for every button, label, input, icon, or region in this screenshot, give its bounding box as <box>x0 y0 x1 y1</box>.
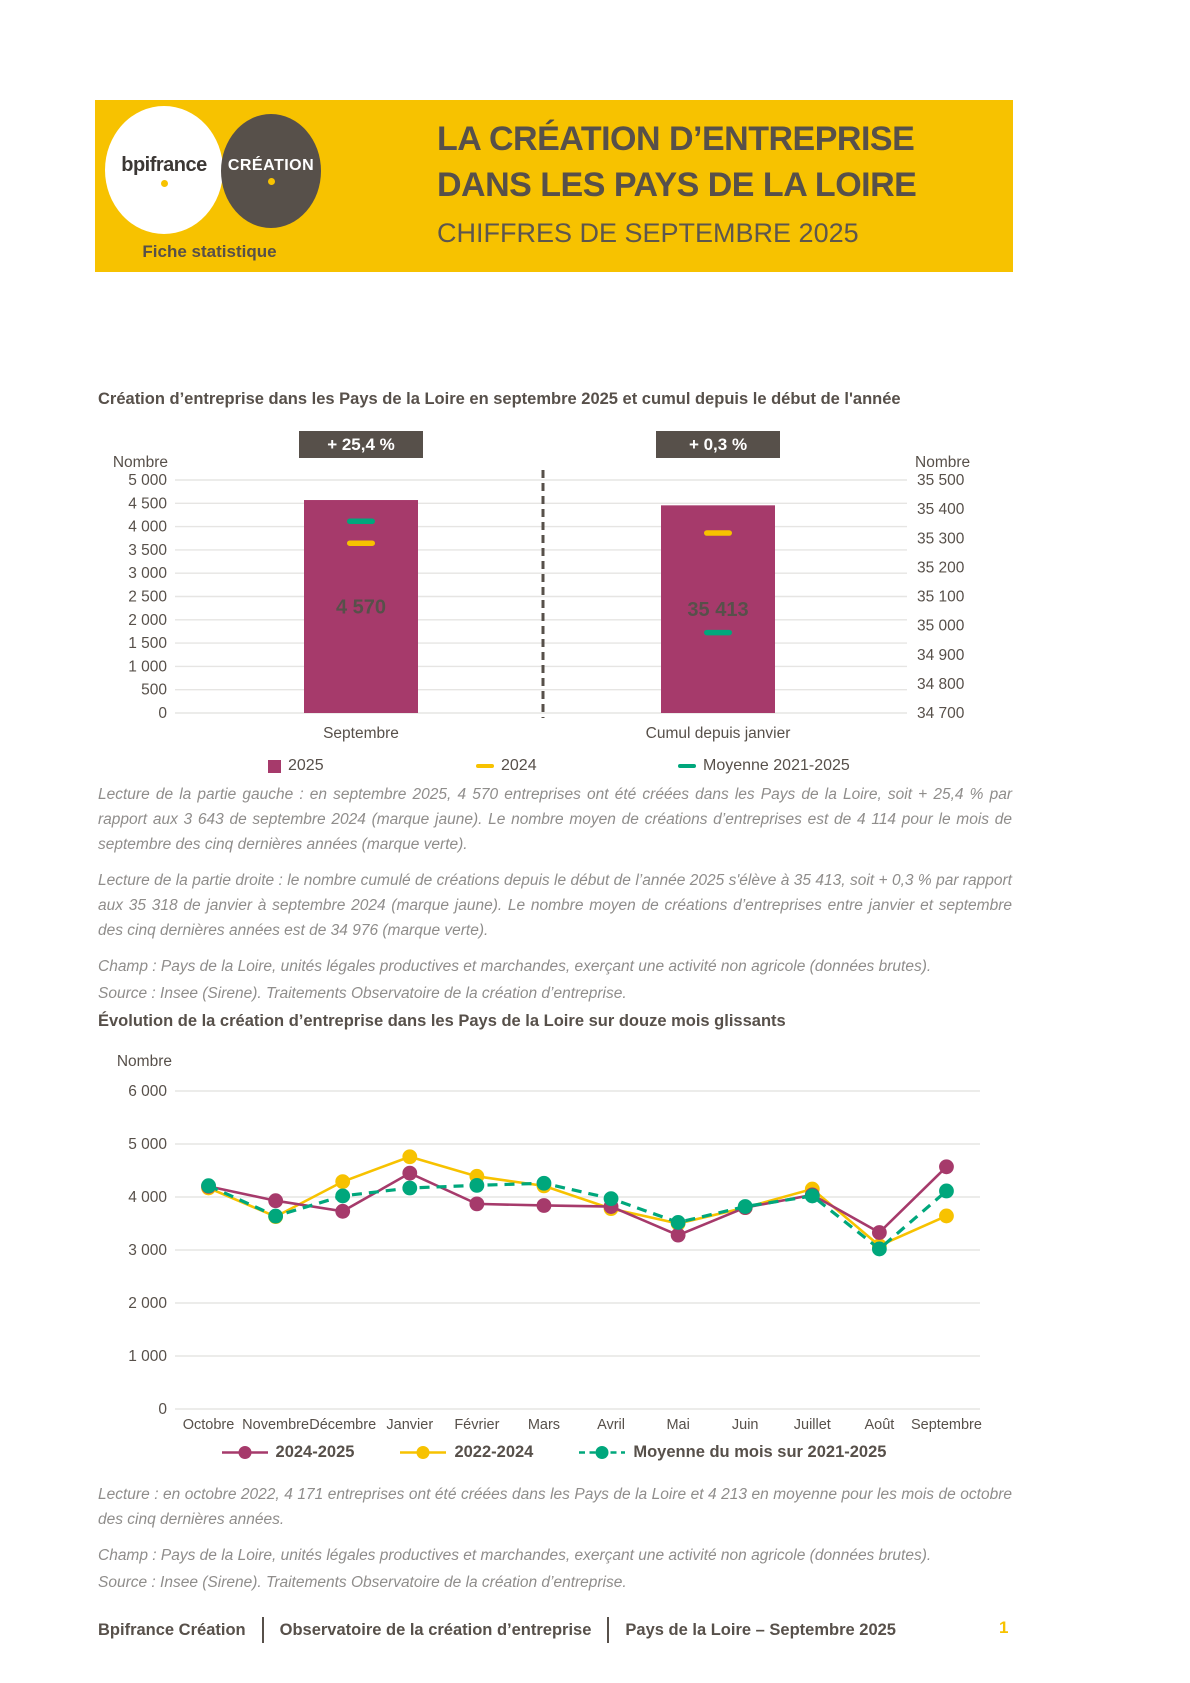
line-dot-marker-icon <box>222 1445 268 1460</box>
bar-chart-title: Création d’entreprise dans les Pays de la Loire en septembre 2025 et cumul depuis le début de l'année <box>98 390 901 408</box>
lecture-right-text: Lecture de la partie droite : le nombre cumulé de créations depuis le début de l’année 2025 s'élève à 35 413, soit + 0,3 % par rapport aux 35 318 de janvier à septembre 2024 (marque jaune). Le nombre moyen de créations d’entreprises entre janvier et septembre des cinq dernières années est de 34 976 (marque verte). <box>98 872 1012 939</box>
footer-separator <box>262 1617 264 1643</box>
bpifrance-logo <box>105 106 223 234</box>
legend-label: 2022-2024 <box>454 1443 534 1461</box>
legend-item-2024-2025 <box>222 1443 355 1462</box>
svg-text:Juin: Juin <box>731 1417 759 1433</box>
page-number: 1 <box>999 1618 1009 1637</box>
creation-logo-text: CRÉATION <box>227 157 315 174</box>
legend-label: 2025 <box>288 757 324 774</box>
variation-badge-september: + 25,4 % <box>299 431 423 458</box>
footer-region-date: Pays de la Loire – Septembre 2025 <box>625 1620 896 1639</box>
svg-text:0: 0 <box>158 705 167 722</box>
svg-text:2 000: 2 000 <box>128 1295 167 1312</box>
svg-text:34 900: 34 900 <box>917 646 965 664</box>
legend-label: 2024-2025 <box>275 1443 355 1461</box>
svg-text:1 500: 1 500 <box>128 635 167 653</box>
svg-text:35 400: 35 400 <box>917 501 965 519</box>
line-chart-legend <box>95 1443 1013 1462</box>
svg-text:2 500: 2 500 <box>128 588 167 606</box>
svg-text:500: 500 <box>141 681 167 699</box>
dash-marker-icon <box>678 764 696 769</box>
main-subtitle: CHIFFRES DE SEPTEMBRE 2025 <box>437 218 859 248</box>
svg-text:Septembre: Septembre <box>323 725 399 742</box>
dashed-line-dot-marker-icon <box>579 1445 625 1460</box>
svg-text:5 000: 5 000 <box>128 1136 167 1153</box>
svg-text:Décembre: Décembre <box>309 1417 377 1433</box>
line-chart <box>95 1040 1015 1440</box>
footer-observatory: Observatoire de la création d’entreprise <box>279 1620 592 1639</box>
champ-text: Champ : Pays de la Loire, unités légales productives et marchandes, exerçant une activité non agricole (données brutes). <box>98 1547 932 1564</box>
source-text: Source : Insee (Sirene). Traitements Observatoire de la création d’entreprise. <box>98 1574 627 1591</box>
svg-text:Novembre: Novembre <box>242 1417 310 1433</box>
bpifrance-logo-text: bpifrance <box>121 153 207 176</box>
legend-item-2022-2024 <box>400 1443 533 1462</box>
legend-item-2025 <box>268 757 324 775</box>
svg-text:Mai: Mai <box>666 1417 690 1433</box>
svg-text:1 000: 1 000 <box>128 1348 167 1365</box>
svg-text:Février: Février <box>454 1417 500 1433</box>
svg-text:3 000: 3 000 <box>128 565 167 583</box>
footer-brand: Bpifrance Création <box>98 1620 246 1639</box>
legend-item-moyenne-mois <box>579 1443 886 1462</box>
creation-logo <box>221 114 321 228</box>
svg-text:Octobre: Octobre <box>182 1417 235 1433</box>
svg-text:2 000: 2 000 <box>128 611 167 629</box>
svg-text:Janvier: Janvier <box>386 1417 434 1433</box>
svg-text:6 000: 6 000 <box>128 1083 167 1100</box>
svg-text:Juillet: Juillet <box>793 1417 831 1433</box>
source-text: Source : Insee (Sirene). Traitements Observatoire de la création d’entreprise. <box>98 985 627 1002</box>
svg-text:Avril: Avril <box>597 1417 626 1433</box>
svg-text:34 700: 34 700 <box>917 705 965 722</box>
svg-text:Septembre: Septembre <box>910 1417 982 1433</box>
footer <box>98 1615 896 1645</box>
legend-item-moyenne <box>678 757 850 775</box>
svg-text:35 200: 35 200 <box>917 559 965 577</box>
dash-marker-icon <box>476 764 494 769</box>
svg-text:4 000: 4 000 <box>128 518 167 536</box>
svg-text:4 570: 4 570 <box>335 596 387 619</box>
svg-text:35 500: 35 500 <box>917 472 965 489</box>
legend-label: Moyenne 2021-2025 <box>703 757 850 774</box>
line-dot-marker-icon <box>400 1445 446 1460</box>
lecture-line-text: Lecture : en octobre 2022, 4 171 entreprises ont été créées dans les Pays de la Loire et 4 213 en moyenne pour les mois de octobre des cinq dernières années. <box>98 1486 1012 1528</box>
svg-text:1 000: 1 000 <box>128 658 167 676</box>
svg-text:35 300: 35 300 <box>917 530 965 548</box>
bar-chart-legend <box>95 757 1013 779</box>
bar-chart <box>95 440 1015 760</box>
bpifrance-logo-dot-icon <box>161 180 168 187</box>
main-title-line2: DANS LES PAYS DE LA LOIRE <box>437 166 917 204</box>
main-title-line1: LA CRÉATION D’ENTREPRISE <box>437 120 915 158</box>
footer-separator <box>607 1617 609 1643</box>
svg-text:3 500: 3 500 <box>128 541 167 559</box>
svg-text:34 800: 34 800 <box>917 675 965 693</box>
svg-text:4 500: 4 500 <box>128 495 167 513</box>
svg-text:Mars: Mars <box>527 1417 561 1433</box>
variation-badge-cumul: + 0,3 % <box>656 431 780 458</box>
champ-text: Champ : Pays de la Loire, unités légales productives et marchandes, exerçant une activité non agricole (données brutes). <box>98 958 932 975</box>
square-marker-icon <box>268 760 281 773</box>
svg-text:35 000: 35 000 <box>917 617 965 635</box>
bar-chart-right-axis-name: Nombre <box>915 454 971 471</box>
line-chart-title: Évolution de la création d’entreprise dans les Pays de la Loire sur douze mois glissants <box>98 1012 786 1030</box>
header-titles <box>437 116 997 250</box>
lecture-left-text: Lecture de la partie gauche : en septembre 2025, 4 570 entreprises ont été créées dans les Pays de la Loire, soit + 25,4 % par rapport aux 3 643 de septembre 2024 (marque jaune). Le nombre moyen de créations d’entreprises est de 4 114 pour le mois de septembre des cinq dernières années (marque verte). <box>98 786 1012 853</box>
svg-text:35 413: 35 413 <box>687 599 749 622</box>
svg-text:0: 0 <box>158 1401 167 1418</box>
svg-text:Août: Août <box>864 1417 895 1433</box>
svg-text:35 100: 35 100 <box>917 588 965 606</box>
legend-label: Moyenne du mois sur 2021-2025 <box>633 1443 887 1461</box>
legend-item-2024 <box>476 757 537 775</box>
creation-logo-dot-icon <box>268 178 275 185</box>
bar-chart-reading-notes <box>98 782 1012 1017</box>
svg-text:5 000: 5 000 <box>128 472 167 489</box>
svg-text:4 000: 4 000 <box>128 1189 167 1206</box>
legend-label: 2024 <box>501 757 537 774</box>
header-band <box>95 100 1013 272</box>
svg-text:3 000: 3 000 <box>128 1242 167 1259</box>
svg-text:Cumul depuis janvier: Cumul depuis janvier <box>645 725 791 742</box>
line-chart-axis-name: Nombre <box>116 1053 172 1070</box>
header-tagline: Fiche statistique <box>142 242 277 261</box>
line-chart-reading-notes <box>98 1482 1012 1606</box>
bar-chart-left-axis-name: Nombre <box>112 454 168 471</box>
